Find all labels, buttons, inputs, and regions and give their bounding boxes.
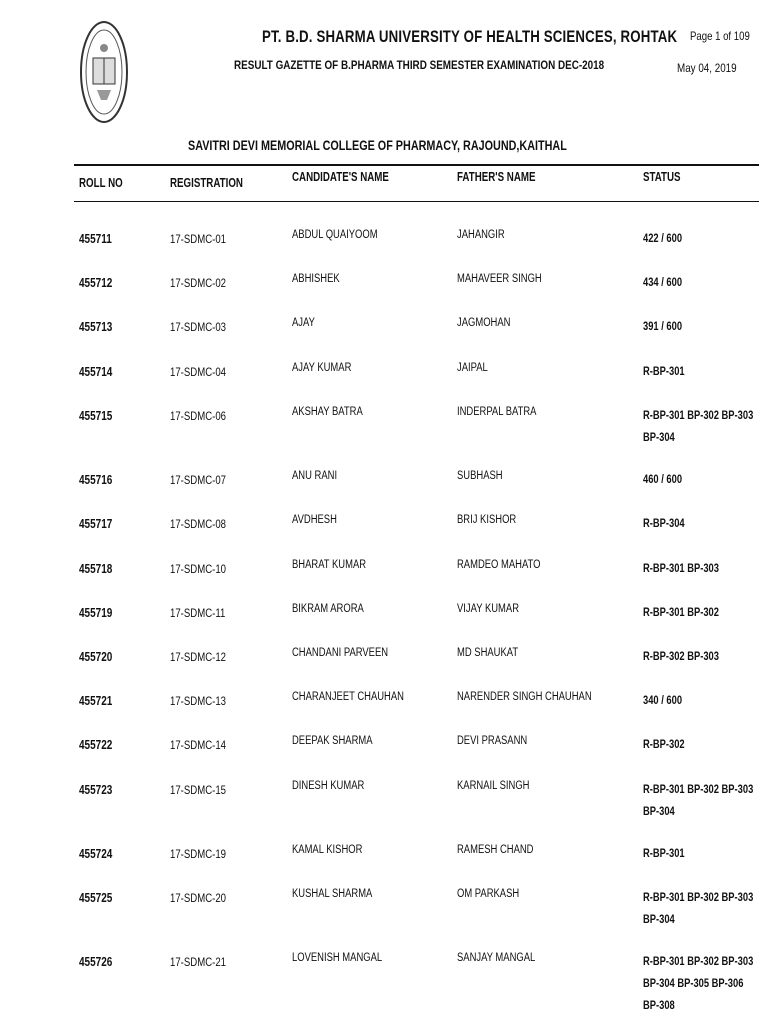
registration-no: 17-SDMC-11: [170, 606, 226, 620]
candidate-name: CHANDANI PARVEEN: [292, 647, 389, 659]
result-status: 422 / 600: [643, 231, 683, 245]
column-header-registration: REGISTRATION: [170, 176, 243, 190]
roll-no: 455719: [79, 606, 113, 620]
column-header-status: STATUS: [643, 170, 681, 184]
candidate-name: CHARANJEET CHAUHAN: [292, 691, 404, 703]
candidate-name: AJAY: [292, 317, 315, 329]
result-status: 460 / 600: [643, 472, 683, 486]
candidate-name: LOVENISH MANGAL: [292, 952, 383, 964]
registration-no: 17-SDMC-21: [170, 955, 227, 969]
candidate-name: BIKRAM ARORA: [292, 603, 364, 615]
candidate-name: AJAY KUMAR: [292, 362, 352, 374]
roll-no: 455715: [79, 409, 113, 423]
father-name: VIJAY KUMAR: [457, 603, 520, 615]
roll-no: 455717: [79, 517, 113, 531]
registration-no: 17-SDMC-15: [170, 783, 227, 797]
father-name: DEVI PRASANN: [457, 735, 528, 747]
result-status: R-BP-301 BP-302 BP-303 BP-304: [643, 890, 754, 926]
registration-no: 17-SDMC-12: [170, 650, 227, 664]
candidate-name: KUSHAL SHARMA: [292, 888, 373, 900]
roll-no: 455725: [79, 891, 113, 905]
father-name: JAGMOHAN: [457, 317, 511, 329]
result-status: R-BP-304: [643, 516, 685, 530]
registration-no: 17-SDMC-19: [170, 847, 227, 861]
father-name: SUBHASH: [457, 470, 503, 482]
registration-no: 17-SDMC-07: [170, 473, 227, 487]
university-seal-logo: [79, 18, 129, 126]
roll-no: 455724: [79, 847, 113, 861]
registration-no: 17-SDMC-08: [170, 517, 227, 531]
result-status: R-BP-301: [643, 846, 685, 860]
page-number: Page 1 of 109: [690, 29, 750, 43]
result-status: R-BP-301 BP-302: [643, 605, 719, 619]
result-status: R-BP-301 BP-302 BP-303 BP-304: [643, 782, 754, 818]
roll-no: 455711: [79, 232, 112, 246]
result-status: R-BP-301: [643, 364, 685, 378]
gazette-date: May 04, 2019: [677, 61, 737, 75]
column-header-roll: ROLL NO: [79, 176, 123, 190]
roll-no: 455713: [79, 320, 113, 334]
registration-no: 17-SDMC-01: [170, 232, 227, 246]
column-header-father: FATHER'S NAME: [457, 170, 536, 184]
father-name: JAHANGIR: [457, 229, 505, 241]
father-name: NARENDER SINGH CHAUHAN: [457, 691, 592, 703]
registration-no: 17-SDMC-14: [170, 738, 227, 752]
candidate-name: AKSHAY BATRA: [292, 406, 363, 418]
roll-no: 455721: [79, 694, 113, 708]
roll-no: 455716: [79, 473, 113, 487]
father-name: BRIJ KISHOR: [457, 514, 517, 526]
roll-no: 455723: [79, 783, 113, 797]
roll-no: 455726: [79, 955, 113, 969]
result-status: R-BP-301 BP-302 BP-303 BP-304: [643, 408, 754, 444]
result-status: R-BP-301 BP-303: [643, 561, 719, 575]
university-title: PT. B.D. SHARMA UNIVERSITY OF HEALTH SCIENCES, ROHTAK: [262, 27, 678, 46]
father-name: OM PARKASH: [457, 888, 520, 900]
result-status: 391 / 600: [643, 319, 683, 333]
candidate-name: BHARAT KUMAR: [292, 559, 367, 571]
father-name: KARNAIL SINGH: [457, 780, 530, 792]
candidate-name: ANU RANI: [292, 470, 338, 482]
candidate-name: AVDHESH: [292, 514, 337, 526]
father-name: MAHAVEER SINGH: [457, 273, 542, 285]
candidate-name: KAMAL KISHOR: [292, 844, 363, 856]
father-name: RAMDEO MAHATO: [457, 559, 541, 571]
registration-no: 17-SDMC-02: [170, 276, 227, 290]
result-status: 434 / 600: [643, 275, 683, 289]
candidate-name: ABDUL QUAIYOOM: [292, 229, 378, 241]
candidate-name: ABHISHEK: [292, 273, 340, 285]
registration-no: 17-SDMC-04: [170, 365, 227, 379]
roll-no: 455718: [79, 562, 113, 576]
registration-no: 17-SDMC-06: [170, 409, 227, 423]
college-name: SAVITRI DEVI MEMORIAL COLLEGE OF PHARMACY, RAJOUND,KAITHAL: [188, 138, 567, 153]
roll-no: 455714: [79, 365, 113, 379]
result-status: R-BP-301 BP-302 BP-303 BP-304 BP-305 BP-306 BP-308: [643, 954, 754, 1012]
result-status: R-BP-302 BP-303: [643, 649, 719, 663]
column-header-rule: [74, 201, 759, 202]
roll-no: 455720: [79, 650, 113, 664]
registration-no: 17-SDMC-10: [170, 562, 227, 576]
result-status: R-BP-302: [643, 737, 685, 751]
gazette-title: RESULT GAZETTE OF B.PHARMA THIRD SEMESTER EXAMINATION DEC-2018: [234, 60, 605, 72]
result-status: 340 / 600: [643, 693, 683, 707]
registration-no: 17-SDMC-20: [170, 891, 227, 905]
roll-no: 455712: [79, 276, 113, 290]
column-header-candidate: CANDIDATE'S NAME: [292, 170, 389, 184]
father-name: JAIPAL: [457, 362, 488, 374]
roll-no: 455722: [79, 738, 113, 752]
registration-no: 17-SDMC-13: [170, 694, 227, 708]
header-rule: [74, 164, 759, 166]
father-name: RAMESH CHAND: [457, 844, 534, 856]
father-name: MD SHAUKAT: [457, 647, 519, 659]
candidate-name: DEEPAK SHARMA: [292, 735, 373, 747]
father-name: INDERPAL BATRA: [457, 406, 537, 418]
father-name: SANJAY MANGAL: [457, 952, 536, 964]
candidate-name: DINESH KUMAR: [292, 780, 365, 792]
registration-no: 17-SDMC-03: [170, 320, 227, 334]
